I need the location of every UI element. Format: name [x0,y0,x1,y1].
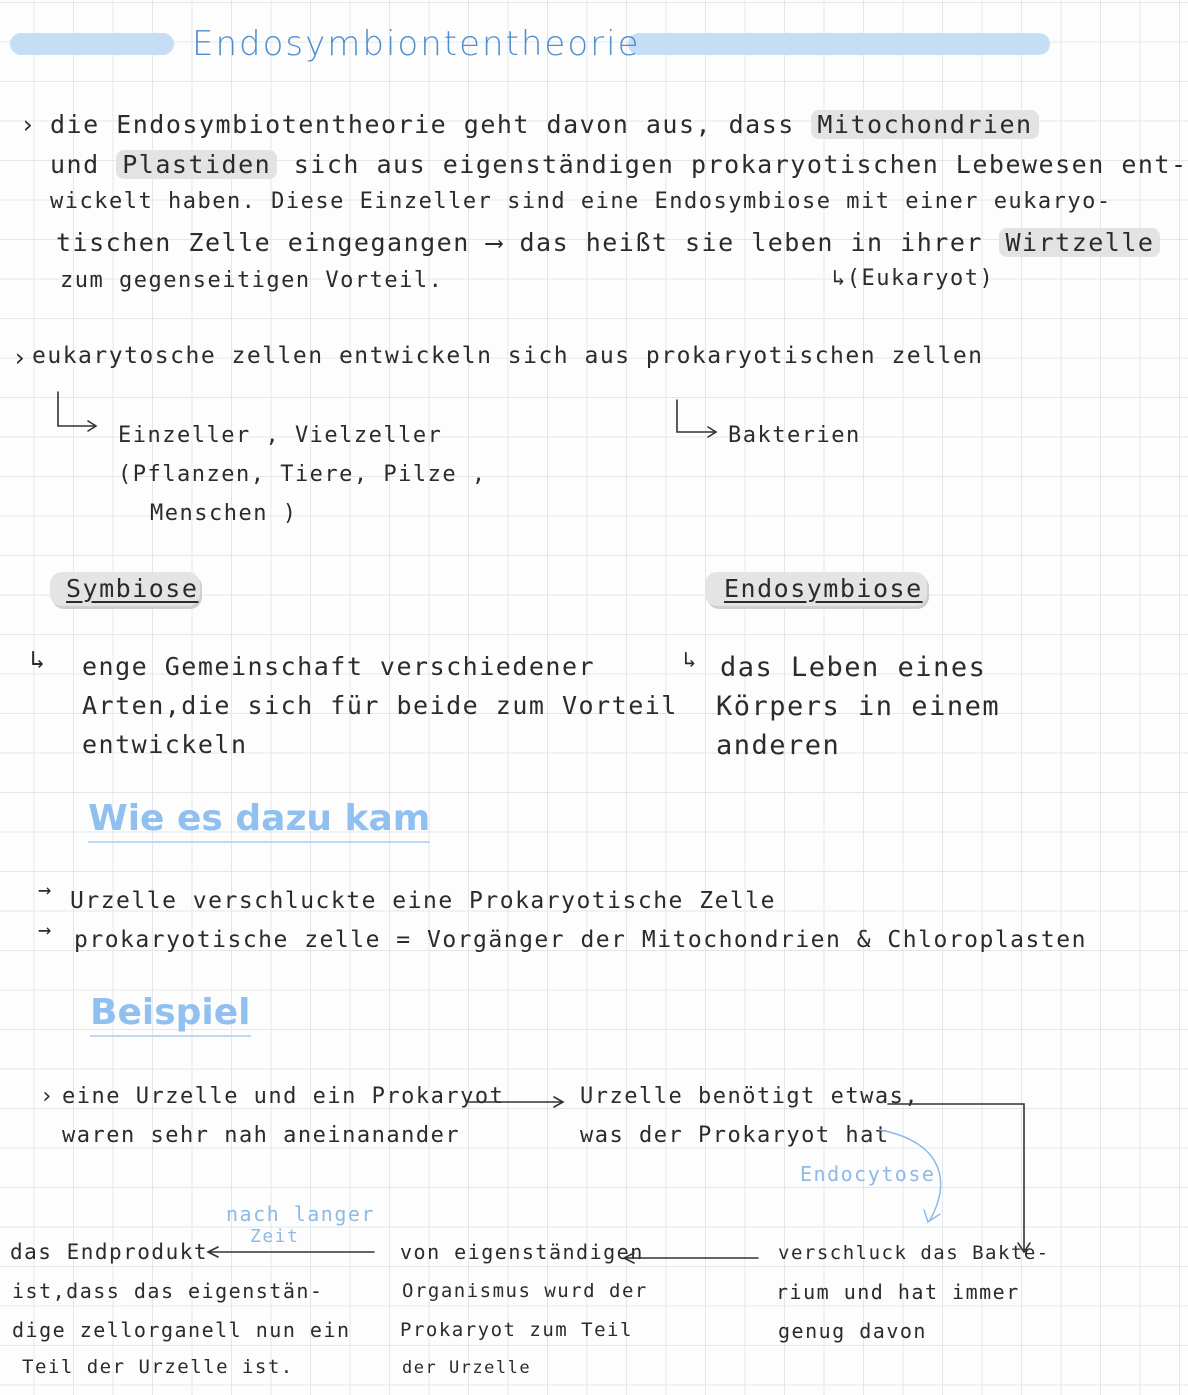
arrow-down-right-icon: ↳ [30,645,47,674]
example-step-e-line-1: das Endprodukt [10,1240,209,1264]
corner-arrow-left [58,392,95,426]
endocytose-curve [880,1130,941,1220]
highlight-plastiden: Plastiden [116,150,277,179]
bullet-marker: › [20,110,37,139]
eukaryote-examples-line-2: (Pflanzen, Tiere, Pilze , [118,462,487,487]
example-step-b-line-1: Urzelle benötigt etwas, [580,1084,920,1109]
section-heading-example: Beispiel [90,992,251,1037]
time-label-line-1: nach langer [226,1202,375,1226]
intro-text: sich aus eigenständigen prokaryotischen Lebewesen ent- [293,150,1188,179]
highlight-wirtzelle: Wirtzelle [999,228,1160,257]
example-step-d-line-4: der Urzelle [402,1358,532,1378]
example-step-a-line-1: eine Urzelle und ein Prokaryot [62,1084,505,1109]
endosymbiose-label: Endosymbiose [724,574,923,603]
intro-text: tischen Zelle eingegangen [56,228,470,257]
example-step-c-line-1: verschluck das Bakte- [778,1242,1050,1264]
evolution-line: eukarytosche zellen entwickeln sich aus prokaryotischen zellen [32,343,984,369]
example-step-e-line-4: Teil der Urzelle ist. [22,1356,294,1378]
eukaryote-examples-line-3: Menschen ) [150,501,298,526]
intro-text: und [50,150,100,179]
arrow-right-icon: ⟶ [486,228,503,257]
endosymbiose-def-line-2: Körpers in einem [716,691,1001,722]
intro-text: das heißt sie leben in ihrer [519,228,983,257]
endosymbiose-def-line-3: anderen [716,730,841,761]
intro-line-5: zum gegenseitigen Vorteil. [60,268,444,293]
arrow-right-icon: → [38,918,53,943]
symbiose-def-line-1: enge Gemeinschaft verschiedener [82,652,596,681]
eukaryote-examples-line-1: Einzeller , Vielzeller [118,423,443,448]
prokaryote-example: Bakterien [728,423,861,448]
intro-line-3: wickelt haben. Diese Einzeller sind eine Endosymbiose mit einer eukaryo- [50,189,1112,214]
how-point-1: Urzelle verschluckte eine Prokaryotische Zelle [70,888,776,914]
symbiose-def-line-3: entwickeln [82,730,248,759]
highlight-mitochondrien: Mitochondrien [811,110,1038,139]
arrow-down-right-icon: ↳ [832,266,847,291]
example-step-a-line-2: waren sehr nah aneinanander [62,1123,461,1148]
example-step-b-line-2: was der Prokaryot hat [580,1123,890,1148]
example-step-d-line-2: Organismus wurd der [402,1280,648,1302]
example-step-c-line-3: genug davon [778,1319,927,1343]
example-step-e-line-2: ist,dass das eigenstän- [12,1279,324,1303]
bullet-marker: › [12,343,29,372]
example-step-d-line-3: Prokaryot zum Teil [400,1319,633,1341]
note-text: (Eukaryot) [846,266,995,291]
page-title: Endosymbiontentheorie [192,24,641,64]
example-step-c-line-2: rium und hat immer [776,1280,1020,1304]
bullet-marker: › [40,1084,55,1109]
example-step-d-line-1: von eigenständigen [400,1240,644,1264]
how-point-2: prokaryotische zelle = Vorgänger der Mitochondrien & Chloroplasten [74,927,1087,953]
time-label-line-2: Zeit [250,1226,300,1247]
line-b-to-c [888,1104,1024,1250]
symbiose-def-line-2: Arten,die sich für beide zum Vorteil [82,691,678,720]
arrow-right-icon: → [38,878,53,903]
example-step-e-line-3: dige zellorganell nun ein [12,1318,351,1342]
arrow-down-right-icon: ↳ [683,648,698,673]
endosymbiose-def-line-1: das Leben eines [720,652,987,683]
section-heading-how: Wie es dazu kam [88,798,430,843]
intro-text: die Endosymbiotentheorie geht davon aus, dass [50,110,795,139]
endocytose-label: Endocytose [800,1162,936,1186]
symbiose-label: Symbiose [66,574,199,603]
